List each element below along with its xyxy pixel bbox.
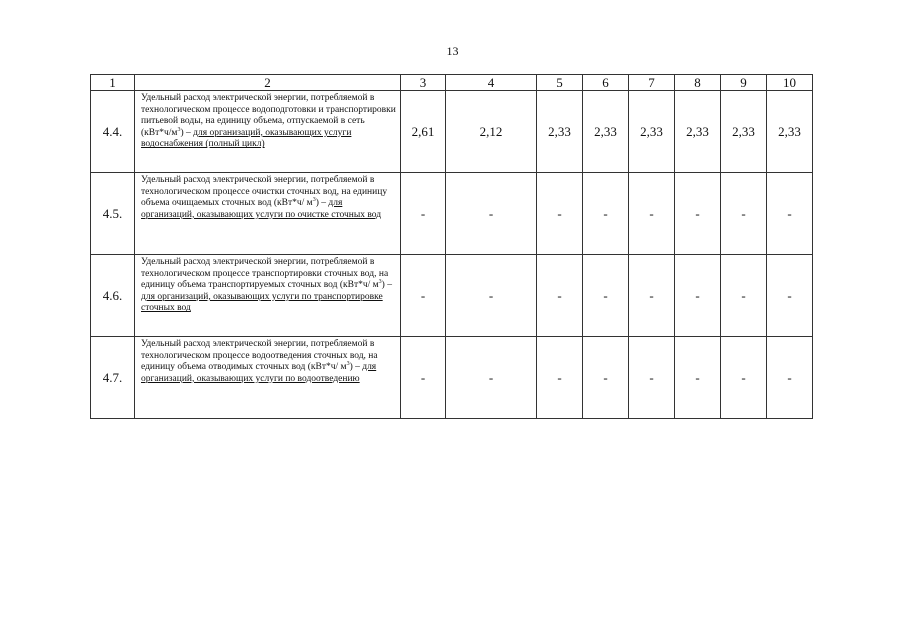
header-cell: 3 [401, 75, 446, 91]
desc-underlined-text: для организаций, оказывающих услуги по транспортировке сточных вод [141, 291, 383, 314]
row-code: 4.5. [91, 173, 135, 255]
value-cell: - [675, 337, 721, 419]
row-code: 4.7. [91, 337, 135, 419]
header-cell: 1 [91, 75, 135, 91]
desc-superscript: 3 [177, 126, 181, 133]
value-cell: - [583, 255, 629, 337]
header-cell: 5 [537, 75, 583, 91]
value-cell: - [583, 173, 629, 255]
value-cell: 2,33 [537, 91, 583, 173]
desc-text: ) – [315, 198, 329, 209]
value-cell: 2,61 [401, 91, 446, 173]
header-cell: 10 [767, 75, 813, 91]
desc-text: Удельный расход электрической энергии, потребляемой в технологическом процессе водоподготовки и транспортировки питьевой воды, на единицу объема, отпускаемой в сеть (кВт*ч/м [141, 93, 396, 138]
value-cell: - [767, 255, 813, 337]
value-cell: - [446, 255, 537, 337]
value-cell: - [721, 337, 767, 419]
page-number: 13 [446, 44, 459, 58]
value-cell: - [675, 255, 721, 337]
desc-text: Удельный расход электрической энергии, потребляемой в технологическом процессе транспортировки сточных вод, на единицу объема транспортируемых сточных вод (кВт*ч/ м [141, 257, 389, 291]
row-code: 4.4. [91, 91, 135, 173]
value-cell: - [537, 255, 583, 337]
desc-superscript: 3 [378, 279, 382, 286]
value-cell: - [629, 337, 675, 419]
value-cell: 2,33 [721, 91, 767, 173]
row-code: 4.6. [91, 255, 135, 337]
value-cell: - [401, 173, 446, 255]
desc-text: ) – [381, 280, 392, 291]
value-cell: 2,33 [583, 91, 629, 173]
desc-underlined-text: для организаций, оказывающих услуги по водоотведению [141, 362, 377, 384]
header-cell: 2 [135, 75, 401, 91]
desc-underlined-text: для организаций, оказывающих услуги по очистке сточных вод [141, 198, 382, 220]
row-description [135, 173, 401, 255]
table-row [91, 173, 813, 255]
desc-superscript: 3 [346, 361, 350, 368]
row-description [135, 91, 401, 173]
header-row [91, 75, 813, 91]
desc-superscript: 3 [312, 197, 316, 204]
value-cell: - [583, 337, 629, 419]
data-table [90, 74, 813, 419]
table-row [91, 91, 813, 173]
value-cell: - [721, 255, 767, 337]
desc-text: Удельный расход электрической энергии, потребляемой в технологическом процессе водоотведения сточных вод, на единицу объема отводимых сточных вод (кВт*ч/ м [141, 339, 378, 373]
desc-text: ) – [180, 127, 194, 138]
row-description [135, 337, 401, 419]
header-cell: 4 [446, 75, 537, 91]
desc-text: Удельный расход электрической энергии, потребляемой в технологическом процессе очистки сточных вод, на единицу объема очищаемых сточных вод (кВт*ч/ м [141, 175, 388, 209]
value-cell: - [446, 337, 537, 419]
value-cell: 2,33 [675, 91, 721, 173]
value-cell: - [767, 337, 813, 419]
value-cell: - [675, 173, 721, 255]
value-cell: - [537, 337, 583, 419]
value-cell: - [721, 173, 767, 255]
table-row [91, 255, 813, 337]
header-cell: 7 [629, 75, 675, 91]
value-cell: - [629, 173, 675, 255]
value-cell: - [401, 255, 446, 337]
row-description [135, 255, 401, 337]
desc-text: ) – [349, 362, 363, 373]
table-row [91, 337, 813, 419]
header-cell: 9 [721, 75, 767, 91]
value-cell: 2,12 [446, 91, 537, 173]
value-cell: - [446, 173, 537, 255]
value-cell: 2,33 [629, 91, 675, 173]
value-cell: - [629, 255, 675, 337]
desc-underlined-text: для организаций, оказывающих услуги водоснабжения (полный цикл) [141, 127, 352, 150]
value-cell: 2,33 [767, 91, 813, 173]
header-cell: 6 [583, 75, 629, 91]
value-cell: - [401, 337, 446, 419]
value-cell: - [767, 173, 813, 255]
header-cell: 8 [675, 75, 721, 91]
value-cell: - [537, 173, 583, 255]
